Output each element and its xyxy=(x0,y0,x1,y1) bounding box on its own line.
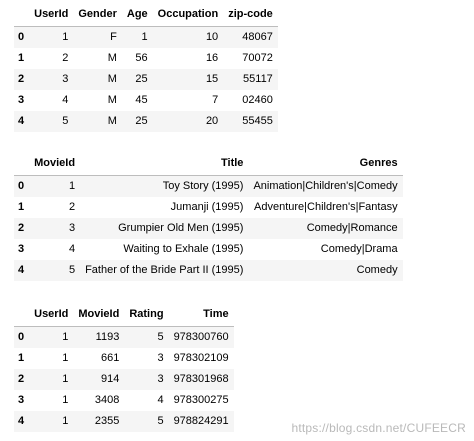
table-row xyxy=(14,197,403,218)
table-cell: 914 xyxy=(100,373,120,385)
table-cell: 661 xyxy=(100,352,120,364)
table-cell: 7 xyxy=(212,94,219,106)
table-cell: 978824291 xyxy=(173,415,229,427)
table-cell: 978300760 xyxy=(173,331,229,343)
row-index: 1 xyxy=(18,52,25,64)
table-row xyxy=(14,260,403,281)
table-cell: 4 xyxy=(68,243,76,255)
row-index: 0 xyxy=(18,331,25,343)
table-cell: 1 xyxy=(62,373,69,385)
table-cell: F xyxy=(110,31,117,43)
table-cell: 56 xyxy=(135,52,148,64)
table-cell: 3 xyxy=(62,73,69,85)
table-cell: 25 xyxy=(135,115,148,127)
column-header-time: Time xyxy=(169,303,234,327)
table-cell: M xyxy=(107,73,117,85)
table-cell: 1 xyxy=(68,180,76,192)
table-row xyxy=(14,48,278,69)
table-cell: Adventure|Children's|Fantasy xyxy=(254,201,398,213)
table-cell: 3408 xyxy=(94,394,120,406)
table-cell: Waiting to Exhale (1995) xyxy=(123,243,244,255)
table-cell: 3 xyxy=(157,373,164,385)
watermark-text: https://blog.csdn.net/CUFEECR xyxy=(291,421,466,435)
column-header-age: Age xyxy=(122,3,153,27)
table-cell: 55455 xyxy=(242,115,273,127)
table-cell: 1 xyxy=(62,394,69,406)
table-row xyxy=(14,69,278,90)
table-cell: M xyxy=(107,94,117,106)
table-cell: 1193 xyxy=(95,331,120,343)
table-cell: 02460 xyxy=(242,94,273,106)
movies-dataframe-table xyxy=(14,152,403,281)
row-index: 1 xyxy=(18,201,25,213)
row-index: 2 xyxy=(18,73,25,85)
column-header-rating: Rating xyxy=(124,303,168,327)
column-header-movieid: MovieId xyxy=(73,303,124,327)
table-row xyxy=(14,390,234,411)
table-cell: 1 xyxy=(141,31,148,43)
table-row xyxy=(14,111,278,132)
column-header-index xyxy=(14,3,29,27)
table-cell: 48067 xyxy=(242,31,273,43)
row-index: 4 xyxy=(18,264,25,276)
column-header-genres: Genres xyxy=(248,152,402,176)
table-cell: 5 xyxy=(62,115,69,127)
row-index: 3 xyxy=(18,243,25,255)
table-cell: 4 xyxy=(62,94,69,106)
table-cell: 16 xyxy=(205,52,219,64)
table-cell: Animation|Children's|Comedy xyxy=(253,180,398,192)
table-cell: 15 xyxy=(205,73,219,85)
table-cell: Jumanji (1995) xyxy=(170,201,244,213)
table-cell: 4 xyxy=(157,394,164,406)
row-index: 3 xyxy=(18,394,25,406)
table-cell: M xyxy=(107,52,117,64)
column-header-movieid: MovieId xyxy=(29,152,80,176)
table-cell: Grumpier Old Men (1995) xyxy=(118,222,244,234)
table-row xyxy=(14,327,234,349)
table-cell: 1 xyxy=(62,415,69,427)
table-cell: 5 xyxy=(157,331,164,343)
table-cell: 5 xyxy=(157,415,164,427)
table-row xyxy=(14,27,278,49)
column-header-zip-code: zip-code xyxy=(223,3,278,27)
table-cell: Toy Story (1995) xyxy=(162,180,244,192)
table-row xyxy=(14,90,278,111)
table-cell: 70072 xyxy=(242,52,273,64)
column-header-index xyxy=(14,303,29,327)
table-row xyxy=(14,239,403,260)
table-row xyxy=(14,411,234,432)
table-cell: 2355 xyxy=(94,415,120,427)
table-cell: 3 xyxy=(68,222,76,234)
ratings-dataframe-table xyxy=(14,303,234,432)
table-cell: M xyxy=(107,115,117,127)
table-header-row xyxy=(14,152,403,176)
row-index: 2 xyxy=(18,373,25,385)
row-index: 0 xyxy=(18,31,25,43)
table-cell: Comedy xyxy=(356,264,398,276)
column-header-gender: Gender xyxy=(73,3,122,27)
table-cell: 3 xyxy=(157,352,164,364)
column-header-userid: UserId xyxy=(29,303,73,327)
row-index: 2 xyxy=(18,222,25,234)
row-index: 0 xyxy=(18,180,25,192)
table-cell: 978302109 xyxy=(173,352,229,364)
table-cell: 2 xyxy=(62,52,69,64)
table-cell: 5 xyxy=(68,264,76,276)
table-cell: 55117 xyxy=(243,73,273,85)
table-cell: 45 xyxy=(135,94,148,106)
table-cell: Comedy|Drama xyxy=(320,243,398,255)
table-row xyxy=(14,369,234,390)
table-cell: 978300275 xyxy=(173,394,229,406)
users-dataframe-table xyxy=(14,3,278,132)
row-index: 1 xyxy=(18,352,25,364)
table-cell: 978301968 xyxy=(173,373,229,385)
table-cell: 1 xyxy=(62,331,69,343)
column-header-occupation: Occupation xyxy=(153,3,224,27)
column-header-title: Title xyxy=(80,152,248,176)
column-header-userid: UserId xyxy=(29,3,73,27)
table-header-row xyxy=(14,303,234,327)
row-index: 4 xyxy=(18,415,25,427)
table-cell: 1 xyxy=(62,31,69,43)
row-index: 3 xyxy=(18,94,25,106)
table-header-row xyxy=(14,3,278,27)
table-row xyxy=(14,176,403,198)
table-cell: Comedy|Romance xyxy=(306,222,398,234)
table-cell: 10 xyxy=(205,31,219,43)
table-cell: Father of the Bride Part II (1995) xyxy=(85,264,244,276)
row-index: 4 xyxy=(18,115,25,127)
table-row xyxy=(14,218,403,239)
table-cell: 25 xyxy=(135,73,148,85)
table-cell: 2 xyxy=(68,201,76,213)
table-cell: 20 xyxy=(205,115,219,127)
column-header-index xyxy=(14,152,29,176)
table-row xyxy=(14,348,234,369)
table-cell: 1 xyxy=(62,352,69,364)
